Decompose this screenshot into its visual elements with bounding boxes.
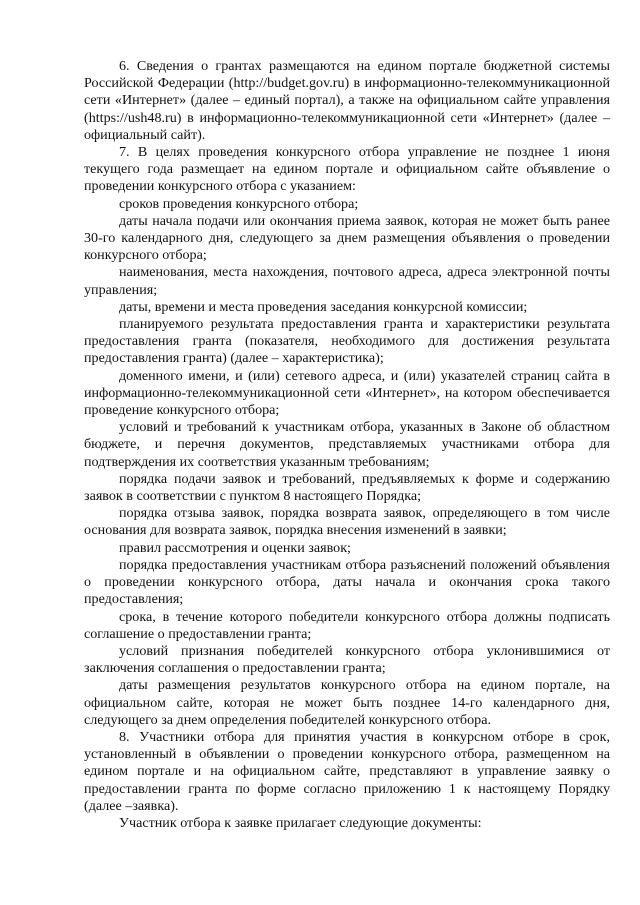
list-item-selection-dates: сроков проведения конкурсного отбора;	[119, 195, 359, 212]
list-item-application-dates: даты начала подачи или окончания приема заявок, которая не может быть ранее 30-го календарного дня, следующего за днем размещения объявления о проведении конкурсного отбора;	[84, 212, 610, 264]
list-item-withdrawal-procedure: порядка отзыва заявок, порядка возврата заявок, определяющего в том числе основания для возврата заявок, порядка внесения изменений в заявки;	[84, 505, 610, 539]
list-item-domain-name: доменного имени, и (или) сетевого адреса, и (или) указателей страниц сайта в информационно-телекоммуникационной сети «Интернет», на котором обеспечивается проведение конкурсного отбора;	[84, 367, 610, 419]
list-item-evasion-conditions: условий признания победителей конкурсного отбора уклонившимися от заключения соглашения о предоставлении гранта;	[84, 642, 610, 677]
list-item-evaluation-rules: правил рассмотрения и оценки заявок;	[119, 539, 351, 556]
paragraph-attached-documents: Участник отбора к заявке прилагает следующие документы:	[119, 814, 482, 831]
list-item-agreement-deadline: срока, в течение которого победители конкурсного отбора должны подписать соглашение о предоставлении гранта;	[84, 608, 610, 642]
document-page	[84, 58, 610, 832]
list-item-clarifications: порядка предоставления участникам отбора разъяснений положений объявления о проведении конкурсного отбора, даты начала и окончания срока такого предоставления;	[84, 556, 610, 608]
list-item-planned-result: планируемого результата предоставления гранта и характеристики результата предоставления гранта (показателя, необходимого для достижения результата предоставления гранта) (далее – характеристика);	[84, 316, 610, 367]
paragraph-8-participants-application: 8. Участники отбора для принятия участия в конкурсном отборе в срок, установленный в объявлении о проведении конкурсного отбора, размещенном на едином портале и на официальном сайте, представляют в управление заявку о предоставлении гранта по форме согласно приложению 1 к настоящему Порядку (далее –заявка).	[84, 728, 610, 814]
list-item-commission-meeting: даты, времени и места проведения заседания конкурсной комиссии;	[119, 298, 528, 315]
list-item-results-publication: даты размещения результатов конкурсного отбора на едином портале, на официальном сайте, которая не может быть позднее 14-го календарного дня, следующего за днем определения победителей конкурсного отбора.	[84, 677, 610, 728]
list-item-participant-requirements: условий и требований к участникам отбора, указанных в Законе об областном бюджете, и перечня документов, представляемых участниками отбора для подтверждения их соответствия указанным требованиям;	[84, 419, 610, 470]
paragraph-6-grant-info: 6. Сведения о грантах размещаются на едином портале бюджетной системы Российской Федерации (http://budget.gov.ru) в информационно-телекоммуникационной сети «Интернет» (далее – единый портал), а также на официальном сайте управления (https://ush48.ru) в информационно-телекоммуникационной сети «Интернет» (далее – официальный сайт).	[84, 58, 610, 143]
list-item-department-contacts: наименования, места нахождения, почтового адреса, адреса электронной почты управления;	[84, 264, 610, 298]
list-item-application-procedure: порядка подачи заявок и требований, предъявляемых к форме и содержанию заявок в соответствии с пунктом 8 настоящего Порядка;	[84, 470, 610, 505]
paragraph-7-selection-announcement: 7. В целях проведения конкурсного отбора управление не позднее 1 июня текущего года размещает на едином портале и официальном сайте объявление о проведении конкурсного отбора с указанием:	[84, 144, 610, 195]
